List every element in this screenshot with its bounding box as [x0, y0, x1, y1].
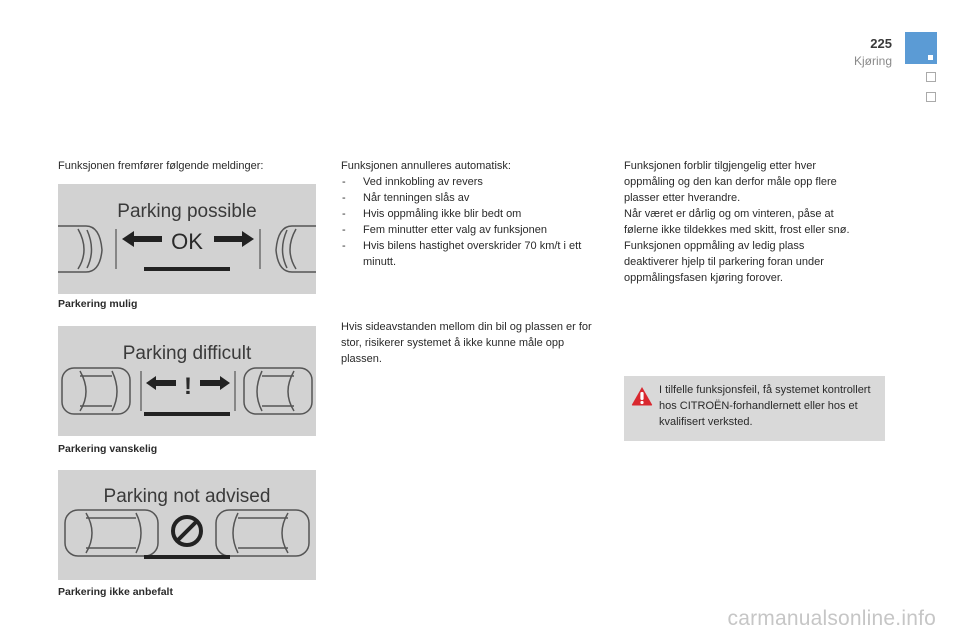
arrow-right-icon: [214, 231, 254, 247]
parking-difficult-illustration: [58, 326, 316, 436]
display-symbol: OK: [171, 229, 203, 254]
distance-bar: [144, 555, 230, 559]
list-item: - Hvis oppmåling ikke blir bedt om: [341, 206, 603, 222]
chapter-tab-active[interactable]: [905, 32, 937, 64]
display-message: Parking possible: [117, 201, 257, 222]
warning-text: I tilfelle funksjonsfeil, få systemet kontrollert hos CITROËN-forhandlernett eller hos et kvalifisert verksted.: [659, 384, 871, 428]
watermark: carmanualsonline.info: [727, 607, 936, 630]
page-number: 225: [870, 36, 892, 51]
text-line: plasser etter hverandre.: [624, 192, 741, 204]
car-right-icon: [276, 226, 316, 272]
warning-note: [624, 376, 885, 441]
list-item: - Fem minutter etter valg av funksjonen: [341, 222, 603, 238]
display-symbol: !: [184, 373, 192, 400]
display-parking-difficult: [58, 326, 316, 436]
arrow-left-icon: [146, 376, 176, 390]
display-message: Parking difficult: [122, 343, 252, 364]
list-item: - Hvis bilens hastighet overskrider 70 km/t i ett minutt.: [341, 238, 603, 270]
list-item: - Ved innkobling av revers: [341, 174, 603, 190]
text-line: oppmålingsfasen kjøring forover.: [624, 272, 783, 284]
chapter-tab[interactable]: [926, 92, 936, 102]
display-parking-possible: [58, 184, 316, 294]
text-line: Når været er dårlig og om vinteren, påse at: [624, 208, 834, 220]
distance-bar: [144, 267, 230, 271]
display-caption: Parkering vanskelig: [58, 443, 158, 455]
car-left-icon: [58, 226, 102, 272]
section-name: Kjøring: [853, 54, 892, 68]
text-line: følerne ikke tildekkes med skitt, frost eller snø.: [624, 224, 850, 236]
column2-intro: Funksjonen annulleres automatisk:: [341, 160, 511, 172]
parking-possible-illustration: [58, 184, 316, 294]
car-right-icon: [216, 510, 309, 556]
text-line: Funksjonen forblir tilgjengelig etter hver: [624, 160, 816, 172]
list-item: - Når tenningen slås av: [341, 190, 603, 206]
arrow-right-icon: [200, 376, 230, 390]
column2-paragraph: Hvis sideavstanden mellom din bil og plassen er for stor, risikerer systemet å ikke kunne måle opp plassen.: [341, 321, 592, 365]
column1-intro: Funksjonen fremfører følgende meldinger:: [58, 160, 264, 172]
distance-bar: [144, 412, 230, 416]
column3-content: [624, 158, 924, 286]
display-parking-not-advised: [58, 470, 316, 580]
chapter-tab[interactable]: [926, 72, 936, 82]
prohibited-icon: [173, 517, 201, 545]
text-line: Funksjonen oppmåling av ledig plass: [624, 240, 805, 252]
tab-dot: [928, 55, 933, 60]
text-line: deaktiverer hjelp til parkering foran under: [624, 256, 824, 268]
car-left-icon: [65, 510, 158, 556]
car-right-icon: [244, 368, 312, 414]
display-caption: Parkering mulig: [58, 298, 138, 310]
car-left-icon: [62, 368, 130, 414]
cancellation-list: [341, 174, 603, 270]
column2-content: [341, 158, 603, 270]
warning-icon: [631, 386, 653, 406]
parking-not-advised-illustration: [58, 470, 316, 580]
text-line: oppmåling og den kan derfor måle opp flere: [624, 176, 837, 188]
display-caption: Parkering ikke anbefalt: [58, 586, 173, 598]
arrow-left-icon: [122, 231, 162, 247]
display-message: Parking not advised: [103, 486, 271, 507]
